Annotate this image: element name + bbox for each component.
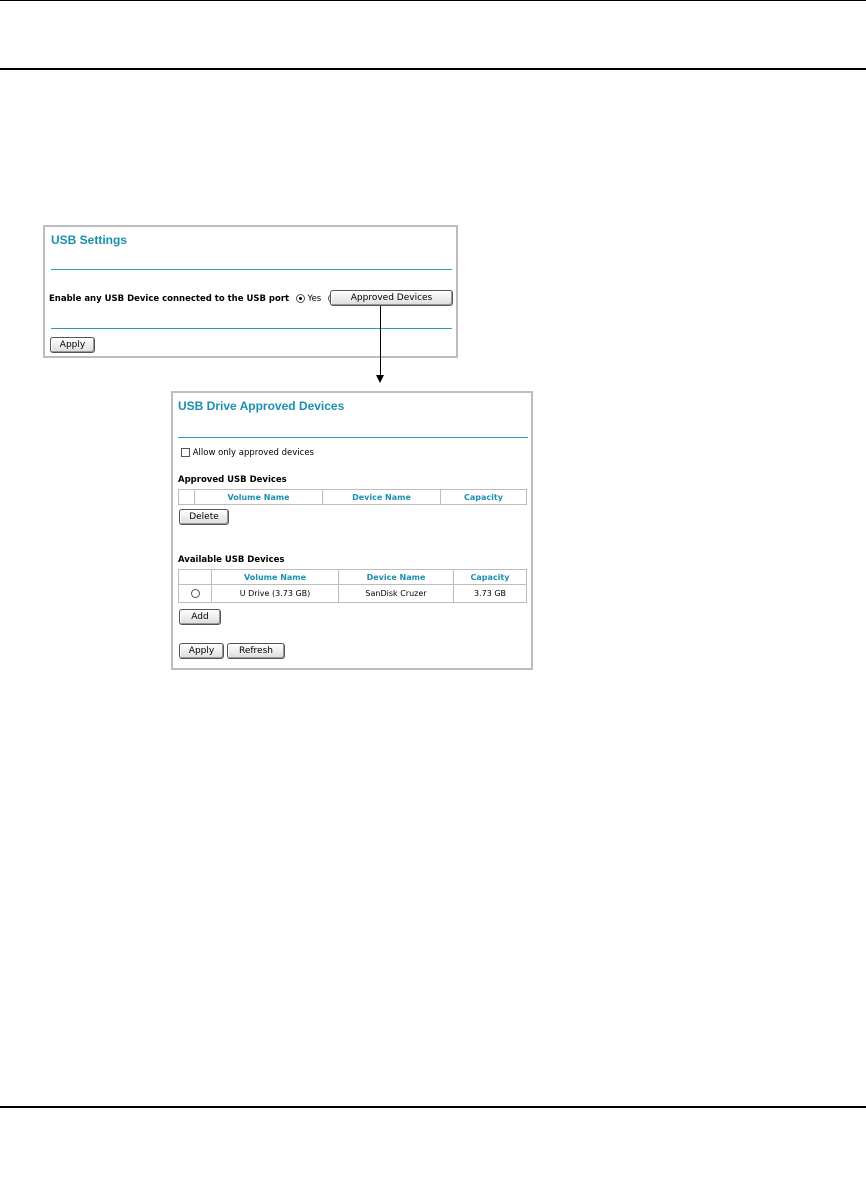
usb-settings-apply-button[interactable]: Apply (50, 337, 95, 353)
available-capacity-header: Capacity (454, 570, 527, 585)
enable-usb-row (49, 294, 351, 304)
approved-volume-name-header: Volume Name (195, 490, 323, 505)
available-select-column-header (179, 570, 212, 585)
table-row (179, 585, 527, 603)
usb-settings-title: USB Settings (51, 233, 128, 247)
available-row-capacity: 3.73 GB (454, 585, 527, 603)
available-row-radio[interactable] (191, 589, 200, 598)
approved-devices-table (178, 489, 527, 505)
available-row-select-cell (179, 585, 212, 603)
approved-devices-button[interactable]: Approved Devices (330, 290, 453, 306)
add-button[interactable]: Add (179, 609, 221, 625)
header-rule (0, 68, 866, 70)
usb-settings-panel (43, 225, 458, 358)
approved-section-label: Approved USB Devices (178, 475, 287, 485)
available-table-header (179, 570, 527, 585)
connector-line (380, 306, 381, 376)
approved-devices-apply-button[interactable]: Apply (179, 643, 224, 659)
usb-yes-label: Yes (307, 294, 322, 304)
refresh-button[interactable]: Refresh (227, 643, 285, 659)
connector-arrow-icon (376, 375, 384, 383)
approved-select-column-header (179, 490, 195, 505)
allow-only-row (181, 448, 314, 458)
usb-settings-title-divider (51, 269, 452, 270)
approved-devices-panel (171, 391, 533, 670)
top-rule (0, 0, 866, 1)
approved-capacity-header: Capacity (441, 490, 527, 505)
footer-rule (0, 1106, 866, 1108)
usb-settings-bottom-divider (51, 328, 452, 329)
enable-usb-label: Enable any USB Device connected to the USB port (49, 294, 290, 304)
approved-devices-title: USB Drive Approved Devices (178, 399, 345, 413)
approved-table-header (179, 490, 527, 505)
approved-devices-title-divider (178, 437, 528, 438)
approved-device-name-header: Device Name (323, 490, 441, 505)
available-volume-name-header: Volume Name (212, 570, 339, 585)
available-device-name-header: Device Name (339, 570, 454, 585)
available-row-device-name: SanDisk Cruzer (339, 585, 454, 603)
allow-only-checkbox[interactable] (181, 448, 190, 457)
available-devices-table (178, 569, 527, 603)
available-row-volume-name: U Drive (3.73 GB) (212, 585, 339, 603)
usb-yes-radio[interactable] (296, 294, 305, 303)
available-section-label: Available USB Devices (178, 555, 285, 565)
delete-button[interactable]: Delete (179, 509, 229, 525)
allow-only-label: Allow only approved devices (192, 448, 314, 458)
